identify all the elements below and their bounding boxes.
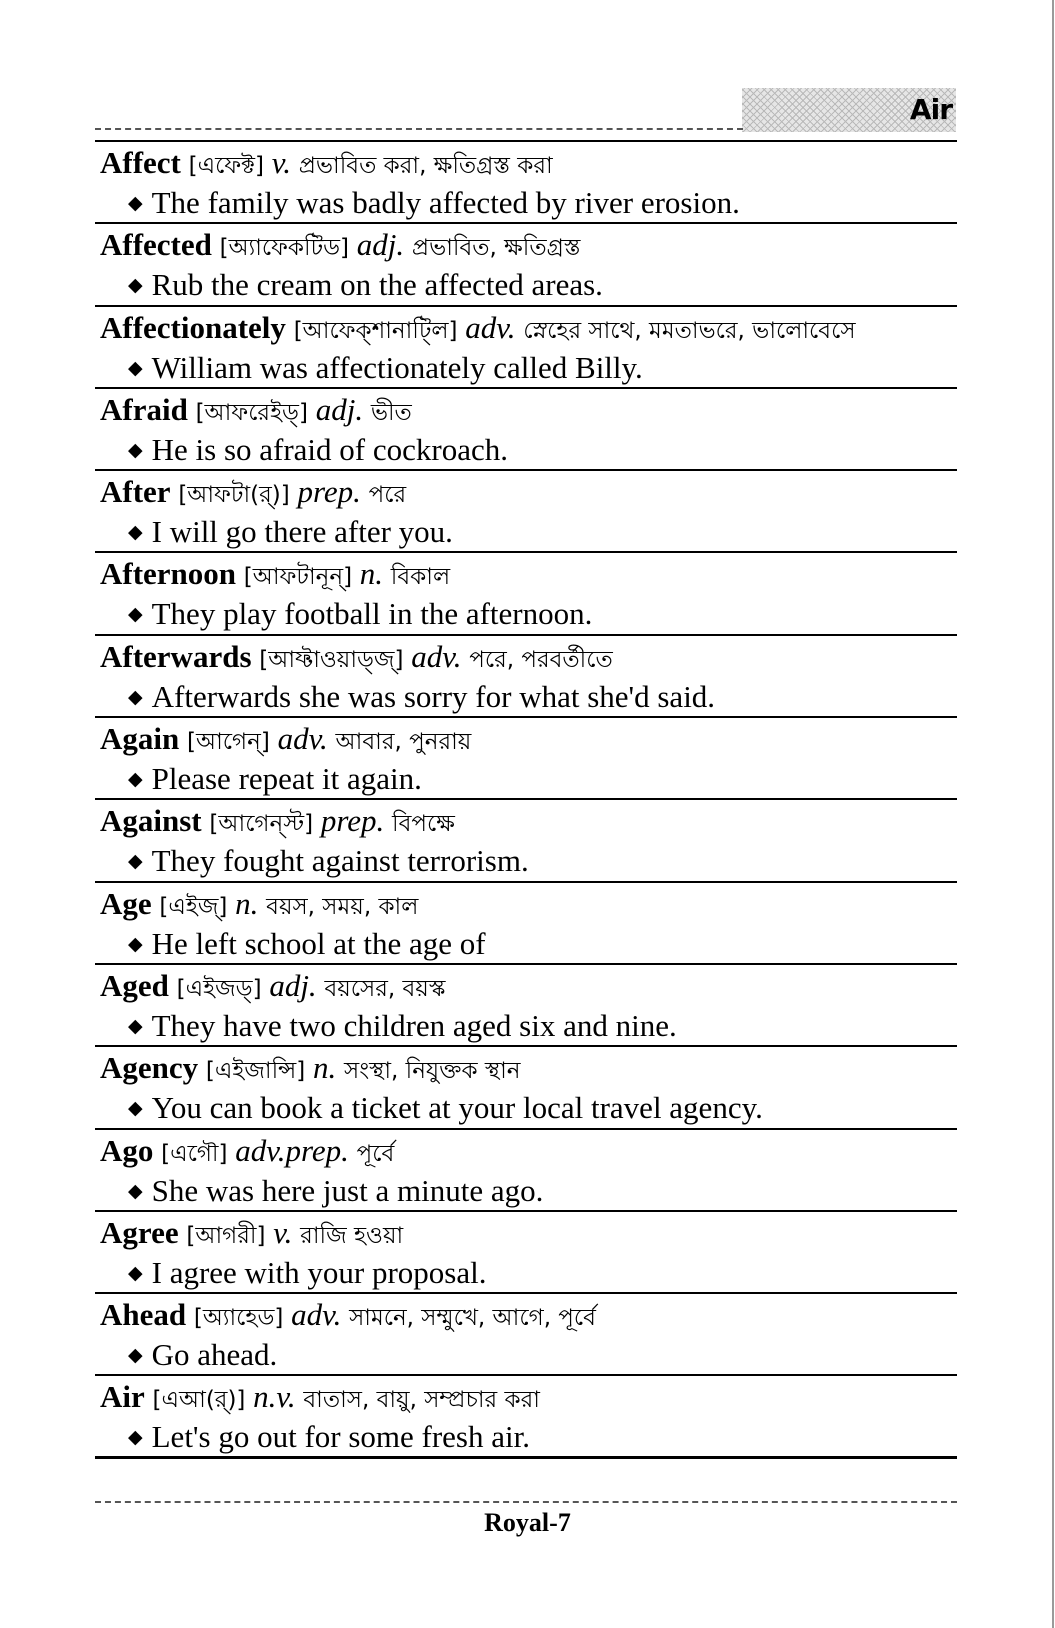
pronunciation: [আফ্টাওয়াড্জ্] [259, 646, 404, 673]
dictionary-entry [95, 389, 957, 471]
meaning: বিকাল [390, 564, 451, 591]
example-sentence: She was here just a minute ago. [151, 1172, 544, 1208]
part-of-speech: adj. [356, 227, 405, 263]
example-line [95, 1089, 957, 1127]
example-line [95, 1172, 957, 1210]
diamond-bullet-icon: ◆ [128, 851, 143, 873]
meaning: বয়স, সময়, কাল [266, 893, 419, 920]
diamond-bullet-icon: ◆ [128, 439, 143, 461]
diamond-bullet-icon: ◆ [128, 193, 143, 214]
entry-headline [95, 883, 957, 925]
meaning: পূর্বে [356, 1140, 395, 1167]
diamond-bullet-icon: ◆ [128, 1098, 143, 1120]
pronunciation: [অ্যাফেকটিড] [219, 235, 350, 262]
example-line [95, 1418, 957, 1456]
page-footer [0, 1508, 1055, 1538]
example-line [95, 595, 957, 633]
entry-headline [95, 307, 957, 349]
example-line [95, 1254, 957, 1292]
guide-word: Air [909, 93, 952, 126]
example-line [95, 349, 957, 387]
headword: Affectionately [100, 309, 286, 345]
example-sentence: William was affectionately called Billy. [151, 349, 643, 385]
dictionary-entry [95, 800, 957, 882]
example-sentence: He left school at the age of [151, 925, 486, 961]
headword: Agency [100, 1050, 199, 1086]
dictionary-entry [95, 224, 957, 306]
part-of-speech: adj. [315, 391, 364, 427]
entry-headline [95, 389, 957, 431]
meaning: রাজি হওয়া [300, 1222, 404, 1249]
example-line [95, 266, 957, 304]
pronunciation: [অ্যাহেড] [193, 1305, 284, 1332]
diamond-bullet-icon: ◆ [128, 1427, 143, 1449]
meaning: সংস্থা, নিযুক্তক স্থান [344, 1058, 521, 1085]
part-of-speech: n.v. [253, 1379, 296, 1415]
meaning: আবার, পুনরায় [335, 729, 472, 756]
example-line [95, 678, 957, 716]
dictionary-entry [95, 1294, 957, 1376]
dictionary-entry [95, 553, 957, 635]
example-sentence: I agree with your proposal. [151, 1254, 487, 1290]
entry-headline [95, 224, 957, 266]
diamond-bullet-icon: ◆ [128, 604, 143, 626]
entry-headline [95, 718, 957, 760]
dictionary-entry [95, 718, 957, 800]
meaning: প্রভাবিত, ক্ষতিগ্রস্ত [411, 235, 581, 262]
diamond-bullet-icon: ◆ [128, 275, 143, 297]
part-of-speech: adv. [277, 721, 328, 757]
diamond-bullet-icon: ◆ [128, 357, 143, 379]
pronunciation: [এইজড্] [176, 975, 262, 1002]
pronunciation: [আফটানূন্] [243, 564, 353, 591]
example-sentence: Afterwards she was sorry for what she'd said. [151, 678, 716, 714]
dictionary-entry [95, 1130, 957, 1212]
diamond-bullet-icon: ◆ [128, 1180, 143, 1202]
entry-headline [95, 1376, 957, 1418]
example-sentence: They have two children aged six and nine. [151, 1007, 677, 1043]
example-sentence: He is so afraid of cockroach. [151, 431, 508, 467]
headword: Agree [100, 1214, 179, 1250]
headword: Age [100, 885, 152, 921]
pronunciation: [আফরেইড্] [195, 399, 308, 426]
diamond-bullet-icon: ◆ [128, 1262, 143, 1284]
headword: Afternoon [100, 556, 237, 592]
example-line [95, 1336, 957, 1374]
example-line [95, 925, 957, 963]
headword: Against [100, 803, 202, 839]
dictionary-entry [95, 142, 957, 224]
footer-dashed-rule [95, 1501, 957, 1503]
example-sentence: They fought against terrorism. [151, 843, 529, 879]
example-line [95, 842, 957, 880]
dictionary-entry [95, 883, 957, 965]
part-of-speech: n. [235, 885, 259, 921]
diamond-bullet-icon: ◆ [128, 686, 143, 708]
meaning: প্রভাবিত করা, ক্ষতিগ্রস্ত করা [298, 153, 553, 179]
entry-headline [95, 800, 957, 842]
headword: Ago [100, 1132, 154, 1168]
part-of-speech: prep. [320, 803, 385, 839]
entry-headline [95, 1294, 957, 1336]
part-of-speech: prep. [297, 474, 361, 510]
part-of-speech: v. [271, 145, 291, 180]
example-line [95, 431, 957, 469]
example-line [95, 513, 957, 551]
example-line [95, 760, 957, 798]
part-of-speech: adj. [269, 967, 317, 1003]
headword: Ahead [100, 1297, 187, 1333]
part-of-speech: v. [273, 1214, 293, 1250]
example-sentence: Let's go out for some fresh air. [151, 1419, 530, 1455]
page-edge-rule [1052, 0, 1054, 1628]
headword: Air [100, 1379, 145, 1415]
dictionary-entry [95, 1047, 957, 1129]
pronunciation: [এগৌ] [161, 1140, 228, 1167]
meaning: ভীত [370, 399, 412, 426]
part-of-speech: adv. [411, 638, 462, 674]
dictionary-entry [95, 965, 957, 1047]
entry-headline [95, 1047, 957, 1089]
headword: Afraid [100, 391, 188, 427]
headword: Affected [100, 227, 212, 263]
page-number: Royal-7 [484, 1508, 571, 1537]
part-of-speech: adv. [291, 1297, 342, 1333]
dictionary-entries [95, 140, 957, 1459]
entry-headline [95, 471, 957, 513]
pronunciation: [আগরী] [186, 1222, 266, 1249]
part-of-speech: n. [313, 1050, 337, 1086]
pronunciation: [আগেন্] [187, 729, 270, 756]
entry-headline [95, 1130, 957, 1172]
meaning: বাতাস, বায়ু, সম্প্রচার করা [303, 1387, 540, 1414]
headword: After [100, 474, 171, 510]
meaning: সামনে, সম্মুখে, আগে, পূর্বে [349, 1305, 596, 1332]
example-sentence: Go ahead. [151, 1337, 278, 1373]
diamond-bullet-icon: ◆ [128, 522, 143, 544]
entry-headline [95, 636, 957, 678]
part-of-speech: adv.prep. [235, 1132, 349, 1168]
meaning: পরে, পরবর্তীতে [469, 646, 613, 673]
guide-word-tab [742, 88, 956, 132]
pronunciation: [আগেন্স্ট] [209, 811, 314, 838]
part-of-speech: n. [359, 556, 384, 592]
headword: Afterwards [100, 638, 252, 674]
example-sentence: They play football in the afternoon. [151, 596, 593, 632]
diamond-bullet-icon: ◆ [128, 769, 143, 791]
meaning: বয়সের, বয়স্ক [324, 975, 446, 1002]
example-sentence: I will go there after you. [151, 514, 453, 550]
pronunciation: [এআ(র্)] [152, 1387, 246, 1414]
example-sentence: The family was badly affected by river erosion. [151, 185, 740, 220]
dictionary-entry [95, 636, 957, 718]
meaning: স্নেহের সাথে, মমতাভরে, ভালোবেসে [523, 317, 856, 344]
dictionary-entry [95, 1212, 957, 1294]
example-sentence: Rub the cream on the affected areas. [151, 267, 603, 303]
example-line [95, 1007, 957, 1045]
header-dashed-rule [95, 128, 743, 130]
pronunciation: [এইজ্] [159, 893, 228, 920]
diamond-bullet-icon: ◆ [128, 1015, 143, 1037]
dictionary-entry [95, 1376, 957, 1458]
example-sentence: Please repeat it again. [151, 761, 422, 797]
headword: Again [100, 721, 180, 757]
entry-headline [95, 142, 957, 184]
dictionary-entry [95, 307, 957, 389]
dictionary-entry [95, 471, 957, 553]
pronunciation: [আফটা(র্)] [178, 482, 290, 509]
entry-headline [95, 1212, 957, 1254]
entry-headline [95, 965, 957, 1007]
pronunciation: [আফেক্শানাট্লি] [293, 317, 458, 344]
headword: Affect [100, 145, 181, 180]
diamond-bullet-icon: ◆ [128, 933, 143, 955]
entry-headline [95, 553, 957, 595]
part-of-speech: adv. [465, 309, 516, 345]
diamond-bullet-icon: ◆ [128, 1345, 143, 1367]
pronunciation: [এফেক্ট] [188, 153, 265, 179]
meaning: পরে [368, 482, 407, 509]
example-line [95, 184, 957, 222]
example-sentence: You can book a ticket at your local travel agency. [151, 1090, 763, 1126]
headword: Aged [100, 967, 169, 1003]
meaning: বিপক্ষে [392, 811, 455, 838]
pronunciation: [এইজান্সি] [205, 1058, 306, 1085]
